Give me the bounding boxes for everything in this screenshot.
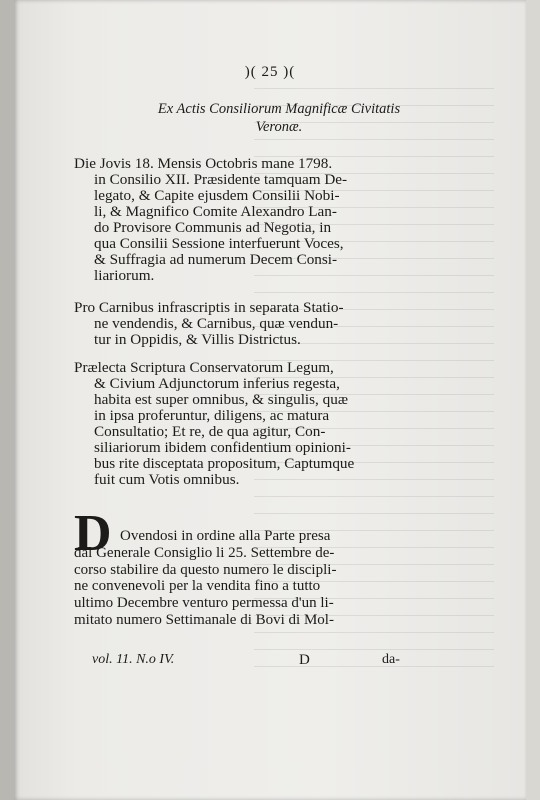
text-line: fuit cum Votis omnibus.: [94, 471, 240, 488]
text-line: legato, & Capite ejusdem Consilii Nobi-: [94, 187, 340, 204]
text-line: ne vendendis, & Carnibus, quæ vendun-: [94, 315, 339, 332]
text-line: Pro Carnibus infrascriptis in separata Statio-: [74, 299, 344, 316]
text-line: siliariorum ibidem confidentium opinioni-: [94, 439, 351, 456]
text-line: corso stabilire da questo numero le discipli-: [74, 561, 337, 578]
text-line: mitato numero Settimanale di Bovi di Mol-: [74, 611, 334, 628]
page-footer: [74, 652, 414, 672]
paragraph-italian: [74, 528, 484, 629]
drop-cap: D: [74, 505, 112, 562]
text-line: qua Consilii Sessione interfuerunt Voces,: [94, 235, 344, 252]
heading-line-2: Veronæ.: [255, 119, 303, 135]
book-page: [14, 0, 526, 800]
heading-line-1: Ex Actis Consiliorum Magnificæ Civitatis: [157, 101, 401, 117]
text-line: Ovendosi in ordine alla Parte presa: [120, 528, 331, 544]
text-line: bus rite disceptata propositum, Captumque: [94, 455, 355, 472]
signature-mark: D: [299, 652, 310, 668]
text-line: habita est super omnibus, & singulis, quæ: [94, 391, 348, 408]
text-line: liariorum.: [94, 267, 155, 284]
catchword: da-: [382, 652, 400, 667]
text-line: Prælecta Scriptura Conservatorum Legum,: [74, 359, 334, 376]
paragraph-carnibus: [74, 300, 474, 348]
paragraph-session: [74, 156, 474, 284]
page-number: )( 25 )(: [244, 64, 296, 80]
text-line: & Civium Adjunctorum inferius regesta,: [94, 375, 340, 392]
text-line: do Provisore Communis ad Negotia, in: [94, 219, 332, 236]
text-line: tur in Oppidis, & Villis Districtus.: [94, 331, 301, 348]
text-line: li, & Magnifico Comite Alexandro Lan-: [94, 203, 337, 220]
page-heading: [74, 100, 484, 136]
text-line: Die Jovis 18. Mensis Octobris mane 1798.: [74, 155, 333, 172]
text-line: dal Generale Consiglio li 25. Settembre de-: [74, 544, 335, 561]
text-line: ne convenevoli per la vendita fino a tutto: [74, 578, 321, 595]
book-gutter: [0, 0, 14, 800]
text-line: in Consilio XII. Præsidente tamquam De-: [94, 171, 348, 188]
paragraph-praelecta: [74, 360, 474, 488]
volume-reference: vol. 11. N.o IV.: [92, 652, 175, 667]
text-line: Consultatio; Et re, de qua agitur, Con-: [94, 423, 326, 440]
text-line: ultimo Decembre venturo permessa d'un li-: [74, 595, 334, 612]
text-line: in ipsa proferuntur, diligens, ac matura: [94, 407, 330, 424]
text-line: & Suffragia ad numerum Decem Consi-: [94, 251, 338, 268]
